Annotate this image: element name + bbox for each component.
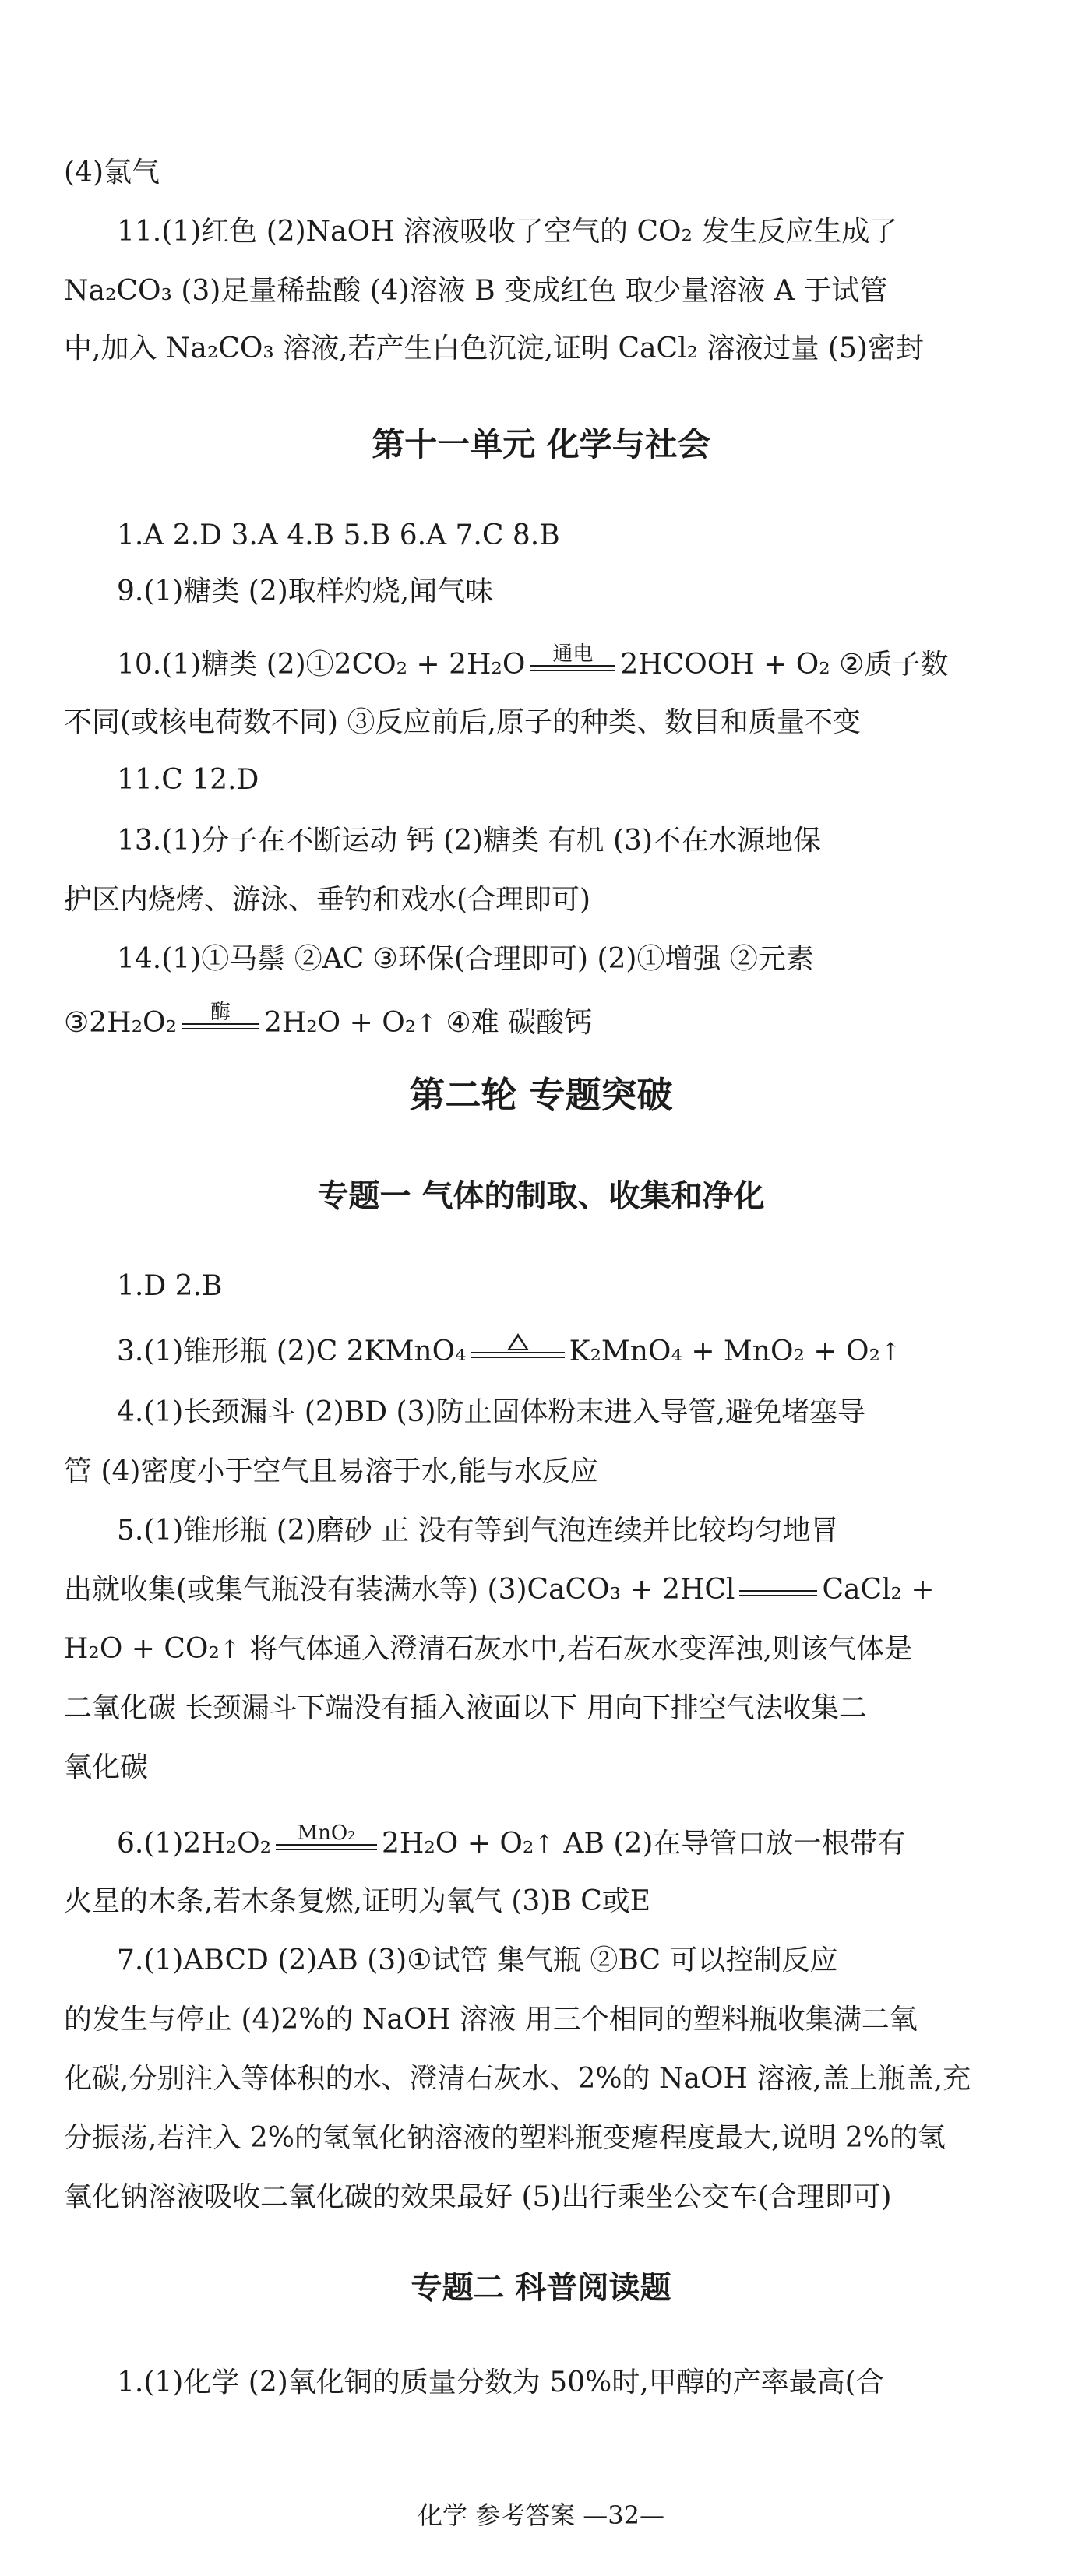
text-line: 氧化钠溶液吸收二氧化碳的效果最好 (5)出行乘坐公交车(合理即可)	[64, 2181, 892, 2213]
equals-bar	[276, 1844, 377, 1850]
text-line: (4)氯气	[64, 157, 160, 188]
text-line: 1.D 2.B	[117, 1270, 223, 1302]
text-segment: AB (2)在导管口放一根带有	[555, 1828, 906, 1860]
reaction-sign	[739, 1590, 817, 1610]
text-segment: 3.(1)锥形瓶 (2)C 2KMnO₄	[117, 1336, 467, 1367]
text-segment: K₂MnO₄ + MnO₂ + O₂	[569, 1336, 880, 1367]
section-title-topic1: 专题一 气体的制取、收集和净化	[317, 1177, 765, 1214]
gas-arrow-icon: ↑	[219, 1635, 241, 1664]
text-line: 11.(1)红色 (2)NaOH 溶液吸收了空气的 CO₂ 发生反应生成了	[117, 216, 898, 248]
reaction-sign	[276, 1822, 377, 1864]
equals-bar	[182, 1023, 259, 1029]
section-title-round2: 第二轮 专题突破	[409, 1074, 673, 1116]
text-line: 5.(1)锥形瓶 (2)磨砂 正 没有等到气泡连续并比较均匀地冒	[117, 1515, 839, 1547]
reaction-sign	[471, 1333, 565, 1372]
text-segment: 2H₂O + O₂	[263, 1007, 417, 1039]
section-title-unit11: 第十一单元 化学与社会	[372, 425, 710, 463]
section-title-topic2: 专题二 科普阅读题	[411, 2269, 671, 2306]
equation-line	[64, 1570, 1022, 1610]
text-line: 14.(1)①马鬃 ②AC ③环保(合理即可) (2)①增强 ②元素	[117, 943, 814, 975]
text-line: 中,加入 Na₂CO₃ 溶液,若产生白色沉淀,证明 CaCl₂ 溶液过量 (5)密封	[64, 333, 924, 364]
text-segment: ③2H₂O₂	[64, 1007, 177, 1039]
text-line: 13.(1)分子在不断运动 钙 (2)糖类 有机 (3)不在水源地保	[117, 825, 822, 857]
text-line: 1.A 2.D 3.A 4.B 5.B 6.A 7.C 8.B	[117, 519, 560, 551]
equals-bar	[739, 1590, 817, 1596]
text-line: 7.(1)ABCD (2)AB (3)①试管 集气瓶 ②BC 可以控制反应	[117, 1944, 838, 1976]
gas-arrow-icon: ↑	[416, 1008, 438, 1038]
text-line: 不同(或核电荷数不同) ③反应前后,原子的种类、数目和质量不变	[64, 706, 861, 738]
text-line: 4.(1)长颈漏斗 (2)BD (3)防止固体粉末进入导管,避免堵塞导	[117, 1396, 865, 1428]
text-line: 化碳,分别注入等体积的水、澄清石灰水、2%的 NaOH 溶液,盖上瓶盖,充	[64, 2063, 971, 2095]
text-line: 护区内烧烤、游泳、垂钓和戏水(合理即可)	[64, 884, 591, 916]
gas-arrow-icon: ↑	[879, 1337, 901, 1367]
reaction-condition: 通电	[552, 642, 594, 666]
page-footer: 化学 参考答案 —32—	[417, 2500, 665, 2530]
heat-triangle-icon	[507, 1333, 529, 1350]
text-line: 9.(1)糖类 (2)取样灼烧,闻气味	[117, 575, 494, 607]
text-line: 11.C 12.D	[117, 764, 259, 796]
reaction-condition: 酶	[210, 1001, 231, 1024]
text-segment: 将气体通入澄清石灰水中,若石灰水变浑浊,则该气体是	[240, 1633, 913, 1665]
equation-line	[117, 1822, 1022, 1864]
reaction-sign	[182, 1001, 259, 1043]
text-line: 分振荡,若注入 2%的氢氧化钠溶液的塑料瓶变瘪程度最大,说明 2%的氢	[64, 2122, 946, 2154]
equation-line	[64, 1001, 1022, 1043]
text-line: 管 (4)密度小于空气且易溶于水,能与水反应	[64, 1455, 598, 1487]
text-segment: 10.(1)糖类 (2)①2CO₂ + 2H₂O	[117, 649, 526, 681]
text-line: 火星的木条,若木条复燃,证明为氧气 (3)B C或E	[64, 1885, 651, 1917]
equation-line	[117, 1332, 1022, 1372]
text-line: 的发生与停止 (4)2%的 NaOH 溶液 用三个相同的塑料瓶收集满二氧	[64, 2004, 918, 2036]
text-line: 1.(1)化学 (2)氧化铜的质量分数为 50%时,甲醇的产率最高(合	[117, 2367, 884, 2398]
equation-line	[117, 643, 1022, 685]
text-segment: 出就收集(或集气瓶没有装满水等) (3)CaCO₃ + 2HCl	[64, 1574, 735, 1606]
text-segment: ④难 碳酸钙	[437, 1007, 593, 1039]
text-line: 氧化碳	[64, 1751, 149, 1783]
text-segment: CaCl₂ +	[822, 1574, 935, 1606]
text-line: Na₂CO₃ (3)足量稀盐酸 (4)溶液 B 变成红色 取少量溶液 A 于试管	[64, 275, 888, 307]
text-segment: 2H₂O + O₂	[382, 1828, 534, 1860]
reaction-sign	[530, 643, 615, 685]
text-line: 二氧化碳 长颈漏斗下端没有插入液面以下 用向下排空气法收集二	[64, 1692, 867, 1724]
text-segment: H₂O + CO₂	[64, 1633, 220, 1665]
equation-line	[64, 1629, 1022, 1670]
gas-arrow-icon: ↑	[534, 1829, 555, 1859]
equals-bar	[471, 1352, 565, 1358]
text-segment: 2HCOOH + O₂ ②质子数	[620, 649, 949, 681]
reaction-condition: MnO₂	[297, 1821, 356, 1845]
text-segment: 6.(1)2H₂O₂	[117, 1828, 272, 1860]
equals-bar	[530, 665, 615, 671]
